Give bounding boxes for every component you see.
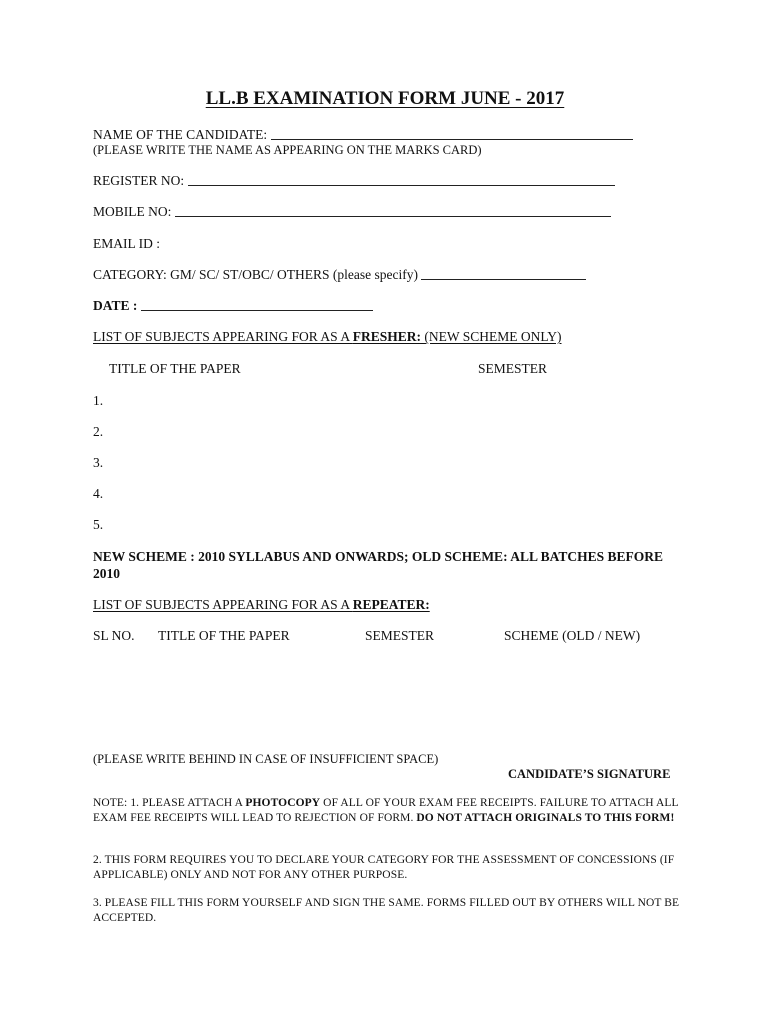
repeater-heading-bold: REPEATER:	[352, 597, 430, 612]
candidate-signature-label: CANDIDATE’S SIGNATURE	[508, 767, 671, 781]
register-label: REGISTER NO:	[93, 173, 185, 188]
date-input-line[interactable]	[141, 310, 373, 311]
note-1-photocopy: PHOTOCOPY	[245, 797, 321, 809]
note-3: 3. PLEASE FILL THIS FORM YOURSELF AND SIGN THE SAME. FORMS FILLED OUT BY OTHERS WILL NOT BE ACCEPTED.	[93, 897, 680, 924]
note-1-text-cont: OF ALL OF YOUR EXAM FEE RECEIPTS. FAILURE TO ATTACH ALL EXAM FEE RECEIPTS WILL LEAD TO REJECTION OF FORM.	[93, 797, 679, 824]
name-label: NAME OF THE CANDIDATE:	[93, 127, 268, 142]
repeater-col-title: TITLE OF THE PAPER	[158, 628, 290, 643]
email-label: EMAIL ID :	[93, 236, 160, 251]
name-note: (PLEASE WRITE THE NAME AS APPEARING ON THE MARKS CARD)	[93, 143, 482, 157]
mobile-input-line[interactable]	[175, 216, 611, 217]
repeater-col-scheme: SCHEME (OLD / NEW)	[504, 628, 641, 643]
register-input-line[interactable]	[188, 185, 615, 186]
note-1-text: NOTE: 1. PLEASE ATTACH A	[93, 797, 246, 809]
fresher-heading-text: LIST OF SUBJECTS APPEARING FOR AS A	[93, 329, 353, 344]
scheme-note: NEW SCHEME : 2010 SYLLABUS AND ONWARDS; OLD SCHEME: ALL BATCHES BEFORE 2010	[93, 549, 663, 581]
repeater-col-semester: SEMESTER	[365, 628, 435, 643]
fresher-row-3: 3.	[93, 455, 104, 470]
repeater-heading	[93, 597, 430, 613]
date-label: DATE :	[93, 298, 138, 313]
date-field	[93, 298, 373, 314]
fresher-row-4: 4.	[93, 486, 104, 501]
mobile-field	[93, 204, 611, 220]
note-2: 2. THIS FORM REQUIRES YOU TO DECLARE YOUR CATEGORY FOR THE ASSESSMENT OF CONCESSIONS (IF APPLICABLE) ONLY AND NOT FOR ANY OTHER PURPOSE.	[93, 854, 675, 881]
category-label: CATEGORY: GM/ SC/ ST/OBC/ OTHERS (please specify)	[93, 267, 419, 282]
form-title: LL.B EXAMINATION FORM JUNE - 2017	[205, 88, 565, 109]
note-1	[93, 796, 683, 825]
fresher-row-2: 2.	[93, 424, 104, 439]
fresher-heading-bold: FRESHER:	[352, 329, 421, 344]
fresher-row-5: 5.	[93, 517, 104, 532]
name-input-line[interactable]	[271, 139, 633, 140]
note-1-warning: DO NOT ATTACH ORIGINALS TO THIS FORM!	[416, 811, 675, 824]
fresher-col-title: TITLE OF THE PAPER	[109, 361, 241, 376]
repeater-heading-text: LIST OF SUBJECTS APPEARING FOR AS A	[93, 597, 353, 612]
fresher-col-semester: SEMESTER	[478, 361, 548, 376]
register-field	[93, 173, 615, 189]
name-field	[93, 127, 633, 143]
mobile-label: MOBILE NO:	[93, 204, 172, 219]
category-field	[93, 267, 586, 283]
write-behind-note: (PLEASE WRITE BEHIND IN CASE OF INSUFFICIENT SPACE)	[93, 752, 439, 766]
fresher-row-1: 1.	[93, 393, 104, 408]
fresher-heading	[93, 329, 562, 345]
fresher-heading-suffix: (NEW SCHEME ONLY)	[420, 329, 562, 344]
repeater-col-slno: SL NO.	[93, 628, 135, 643]
category-input-line[interactable]	[421, 279, 586, 280]
